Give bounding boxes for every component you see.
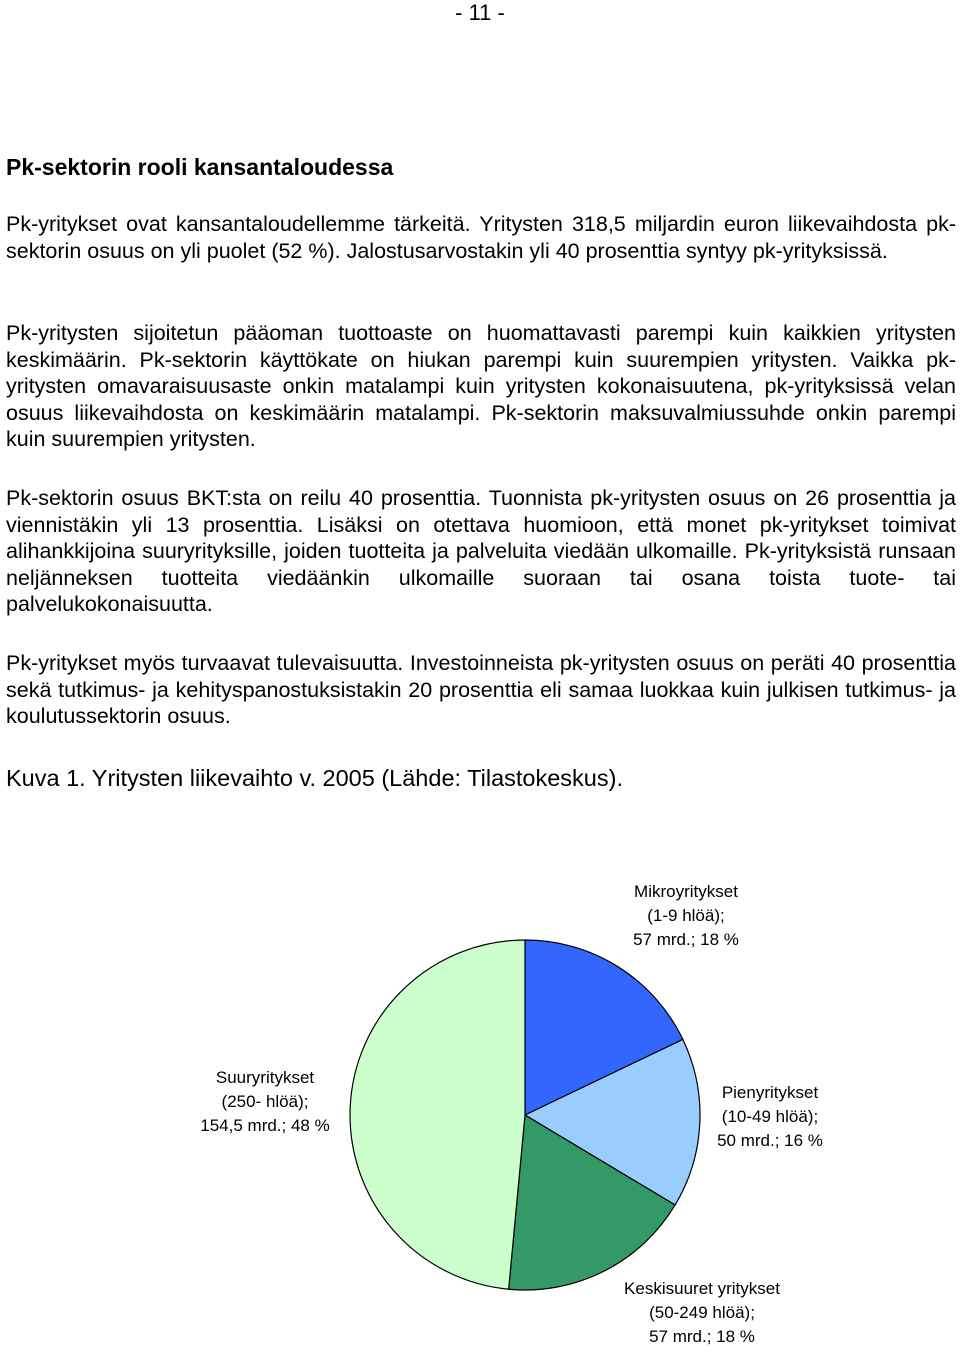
slice-label-mikro xyxy=(633,882,739,949)
slice-label-line: Pienyritykset xyxy=(721,1083,819,1102)
paragraph-4: Pk-yritykset myös turvaavat tulevaisuutta. Investoinneista pk-yritysten osuus on peräti 40 prosenttia sekä tutkimus- ja kehityspanostuksistakin 20 prosenttia eli samaa luokkaa kuin julkisen tutkimus- ja koulutussektorin osuus. xyxy=(6,651,956,728)
slice-label-keski xyxy=(624,1279,780,1346)
slice-label-line: 50 mrd.; 16 % xyxy=(717,1131,823,1150)
paragraph-3: Pk-sektorin osuus BKT:sta on reilu 40 prosenttia. Tuonnista pk-yritysten osuus on 26 prosenttia ja viennistäkin yli 13 prosenttia. Lisäksi on otettava huomioon, että monet pk-yritykset toimivat alihankkijoina suuryrityksille, joiden tuotteita ja palveluita viedään ulkomaille. Pk-yrityksistä runsaan neljänneksen tuotteita viedäänkin ulkomaille suoraan tai osana toista tuote- tai palvelukokonaisuutta. xyxy=(6,486,956,616)
pie-slice-suuri xyxy=(350,940,525,1289)
paragraph-2: Pk-yritysten sijoitetun pääoman tuottoaste on huomattavasti parempi kuin kaikkien yritysten keskimäärin. Pk-sektorin käyttökate on hiukan parempi kuin suurempien yritysten. Vaikka pk-yritysten omavaraisuusaste onkin matalampi kuin yritysten kokonaisuutena, pk-yrityksissä velan osuus liikevaihdosta on keskimäärin matalampi. Pk-sektorin maksuvalmiussuhde onkin parempi kuin suurempien yritysten. xyxy=(6,321,956,451)
slice-label-line: (250- hlöä); xyxy=(221,1092,309,1111)
pie-slices xyxy=(350,940,700,1290)
slice-label-line: (1-9 hlöä); xyxy=(647,906,725,925)
slice-label-line: (50-249 hlöä); xyxy=(649,1303,755,1322)
slice-label-pieni xyxy=(717,1083,823,1150)
slice-label-line: Suuryritykset xyxy=(215,1068,315,1087)
slice-label-line: 57 mrd.; 18 % xyxy=(633,930,739,949)
slice-label-line: Keskisuuret yritykset xyxy=(624,1279,780,1298)
slice-label-line: (10-49 hlöä); xyxy=(721,1107,819,1126)
section-heading: Pk-sektorin rooli kansantaloudessa xyxy=(6,154,394,180)
slice-label-line: 154,5 mrd.; 48 % xyxy=(200,1116,330,1135)
page-number: - 11 - xyxy=(455,0,505,25)
slice-label-line: 57 mrd.; 18 % xyxy=(649,1327,755,1346)
slice-label-line: Mikroyritykset xyxy=(634,882,738,901)
slice-label-suuri xyxy=(200,1068,329,1135)
figure-caption: Kuva 1. Yritysten liikevaihto v. 2005 (Lähde: Tilastokeskus). xyxy=(6,765,623,791)
paragraph-1: Pk-yritykset ovat kansantaloudellemme tärkeitä. Yritysten 318,5 miljardin euron liikevaihdosta pk-sektorin osuus on yli puolet (52 %). Jalostusarvostakin yli 40 prosenttia syntyy pk-yrityksissä. xyxy=(6,212,956,263)
